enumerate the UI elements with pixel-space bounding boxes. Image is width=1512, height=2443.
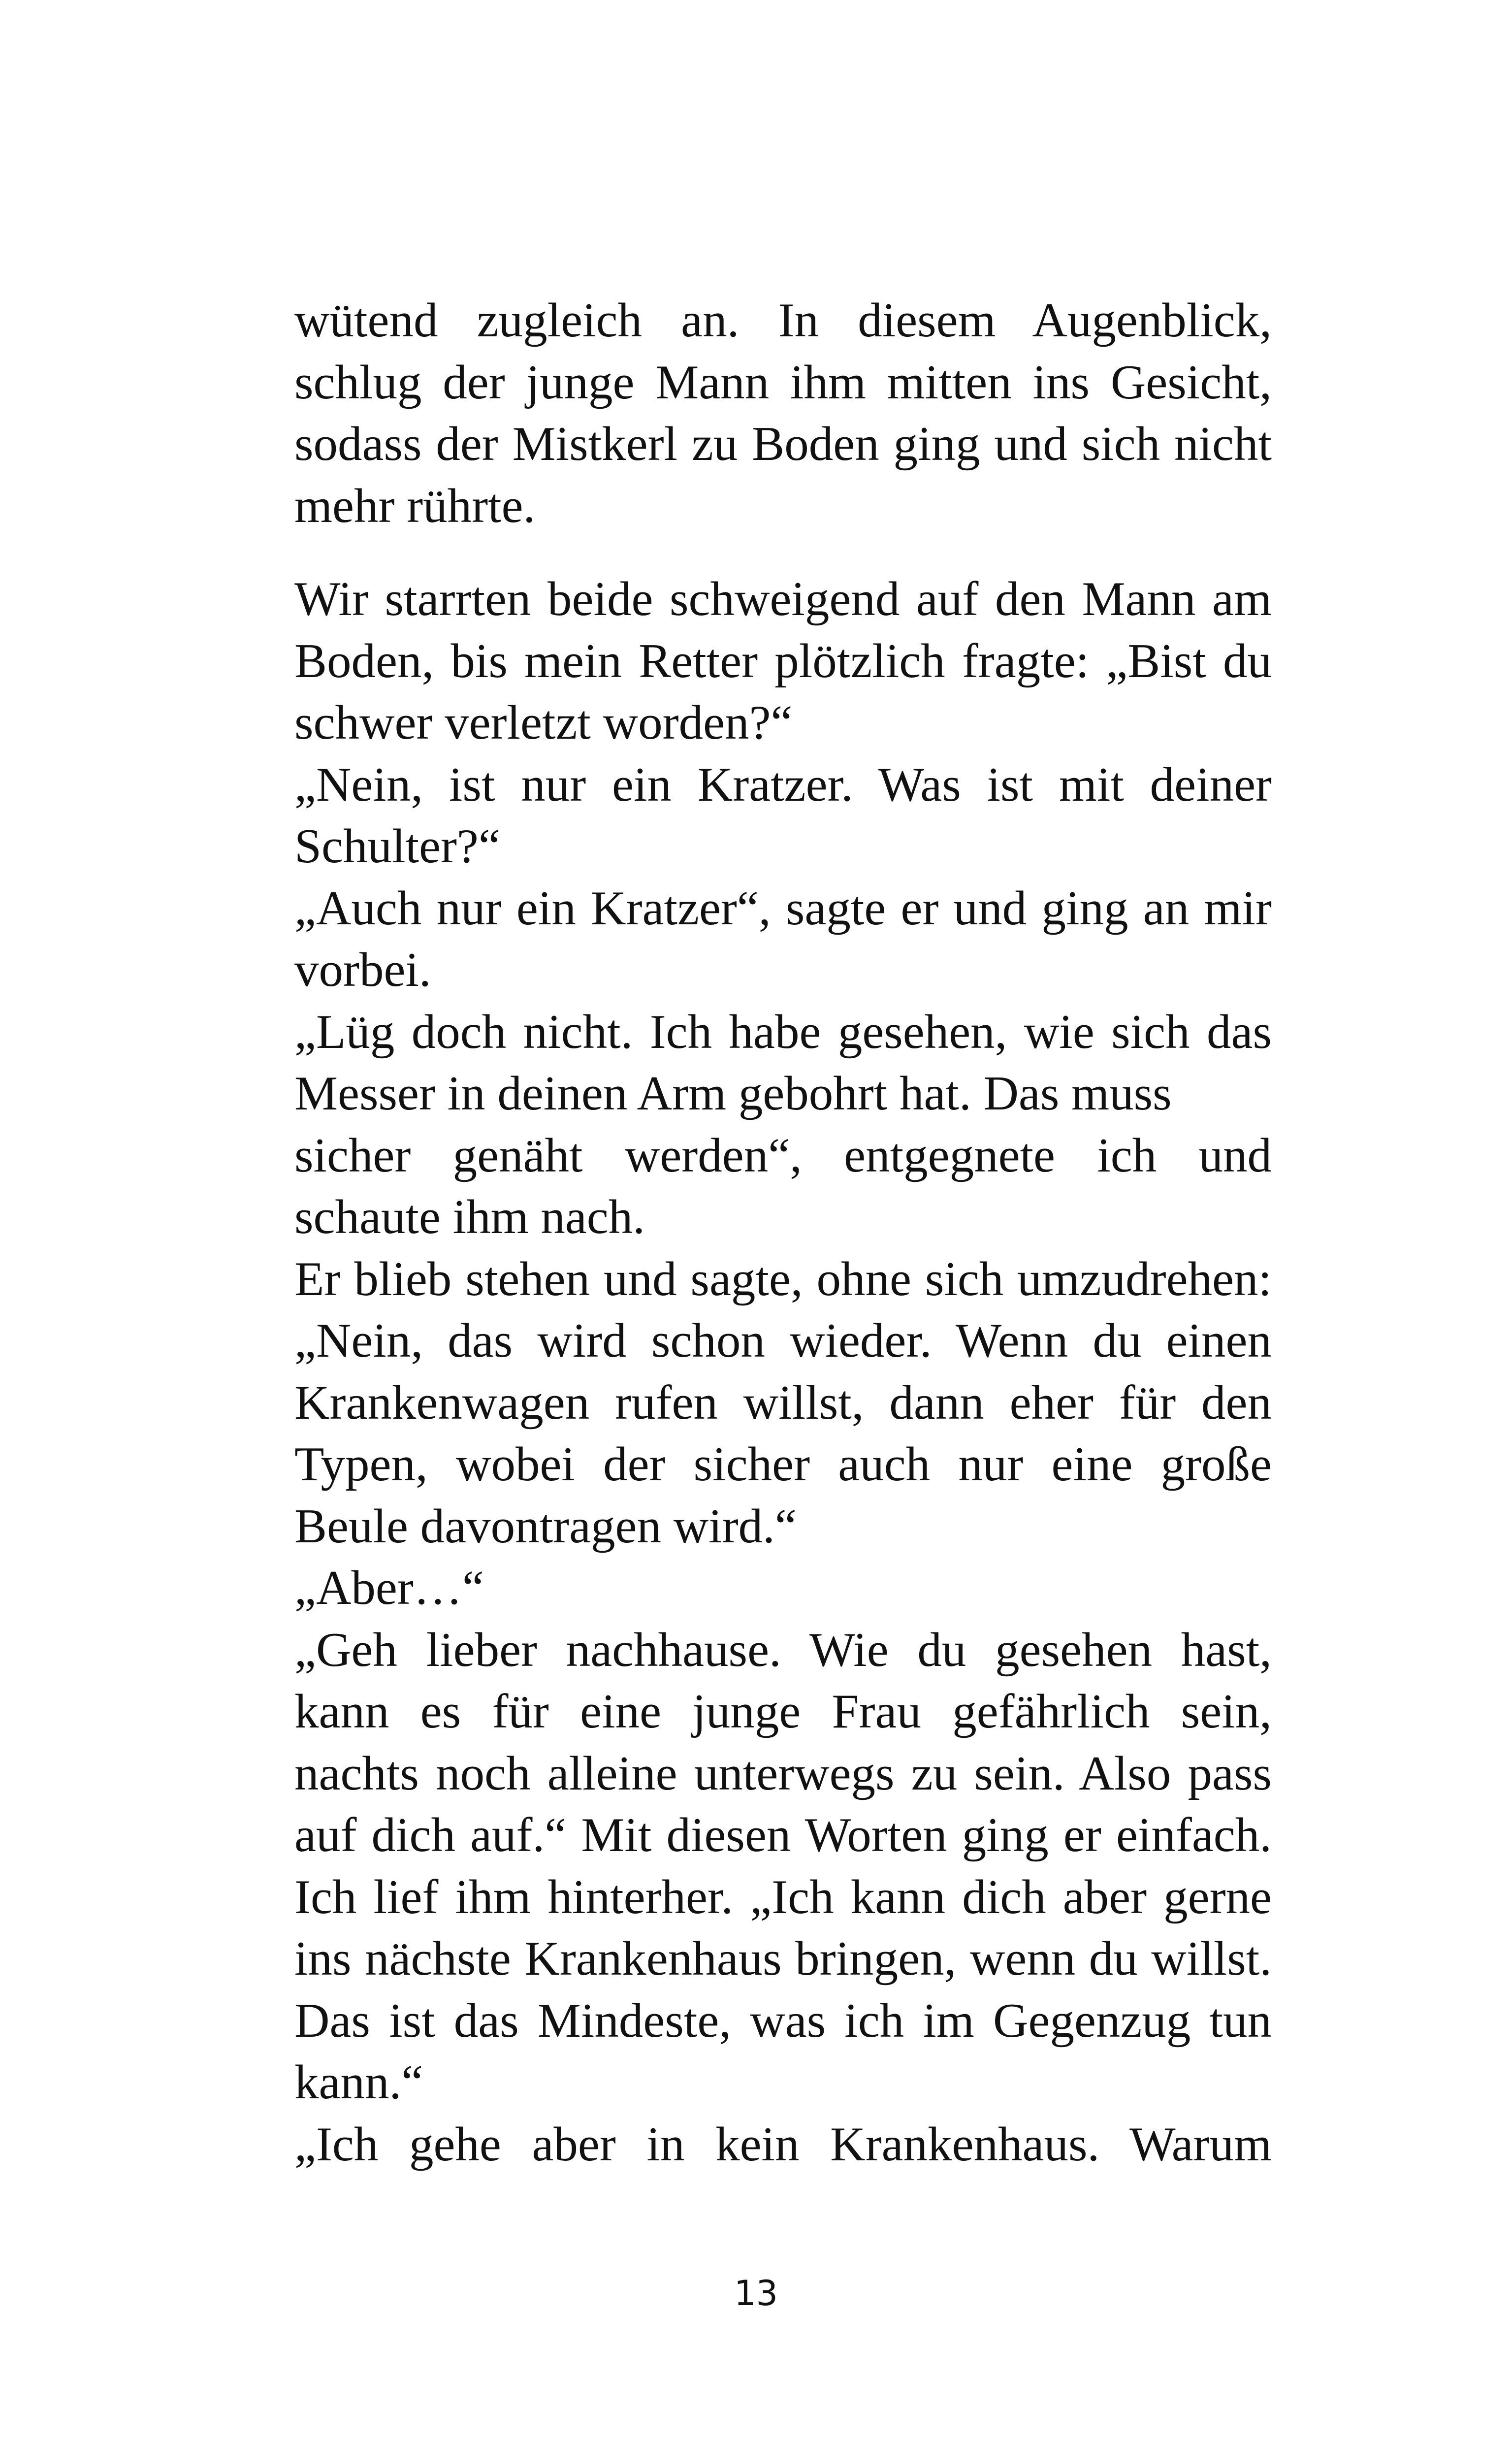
paragraph bbox=[294, 290, 1272, 537]
paragraph bbox=[294, 568, 1272, 2175]
text-line: schaute ihm nach. bbox=[294, 1190, 645, 1244]
text-line: „Ich gehe aber in kein Krankenhaus. Warum bbox=[294, 2117, 1272, 2171]
text-line: „Nein, das wird schon wieder. Wenn du einen bbox=[294, 1314, 1272, 1368]
text-line: ins nächste Krankenhaus bringen, wenn du willst. bbox=[294, 1932, 1272, 1986]
text-line: Das ist das Mindeste, was ich im Gegenzug tun bbox=[294, 1993, 1272, 2048]
text-line: „Geh lieber nachhause. Wie du gesehen hast, bbox=[294, 1623, 1272, 1677]
text-line: Beule davontragen wird.“ bbox=[294, 1499, 797, 1553]
text-line: schwer verletzt worden?“ bbox=[294, 696, 793, 749]
page-number: 13 bbox=[734, 2273, 778, 2313]
text-line: Krankenwagen rufen willst, dann eher für den bbox=[294, 1375, 1272, 1430]
text-line: schlug der junge Mann ihm mitten ins Gesicht, bbox=[294, 355, 1272, 409]
text-line: Schulter?“ bbox=[294, 819, 500, 873]
text-line: sodass der Mistkerl zu Boden ging und sich nicht bbox=[294, 417, 1272, 471]
text-line: „Aber…“ bbox=[294, 1561, 484, 1615]
text-line: vorbei. bbox=[294, 943, 431, 997]
text-line: Ich lief ihm hinterher. „Ich kann dich aber gerne bbox=[294, 1870, 1272, 1924]
text-line: wütend zugleich an. In diesem Augenblick, bbox=[294, 293, 1272, 347]
text-line: „Nein, ist nur ein Kratzer. Was ist mit deiner bbox=[294, 757, 1272, 812]
text-line: Typen, wobei der sicher auch nur eine große bbox=[294, 1437, 1272, 1491]
text-line: Wir starrten beide schweigend auf den Mann am bbox=[294, 572, 1272, 626]
text-line: sicher genäht werden“, entgegnete ich und bbox=[294, 1128, 1272, 1182]
text-line: mehr rührte. bbox=[294, 479, 536, 533]
text-line: „Lüg doch nicht. Ich habe gesehen, wie sich das bbox=[294, 1005, 1272, 1059]
paragraph-spacer bbox=[294, 537, 1272, 568]
text-line: Boden, bis mein Retter plötzlich fragte: „Bist du bbox=[294, 634, 1272, 688]
text-line: Messer in deinen Arm gebohrt hat. Das muss bbox=[294, 1067, 1172, 1120]
text-line: Er blieb stehen und sagte, ohne sich umzudrehen: bbox=[294, 1252, 1272, 1306]
text-line: kann.“ bbox=[294, 2055, 423, 2109]
text-line: nachts noch alleine unterwegs zu sein. Also pass bbox=[294, 1746, 1272, 1800]
text-line: auf dich auf.“ Mit diesen Worten ging er einfach. bbox=[294, 1808, 1272, 1862]
text-line: kann es für eine junge Frau gefährlich sein, bbox=[294, 1685, 1272, 1738]
body-text bbox=[294, 290, 1272, 2175]
text-line: „Auch nur ein Kratzer“, sagte er und ging an mir bbox=[294, 881, 1272, 935]
